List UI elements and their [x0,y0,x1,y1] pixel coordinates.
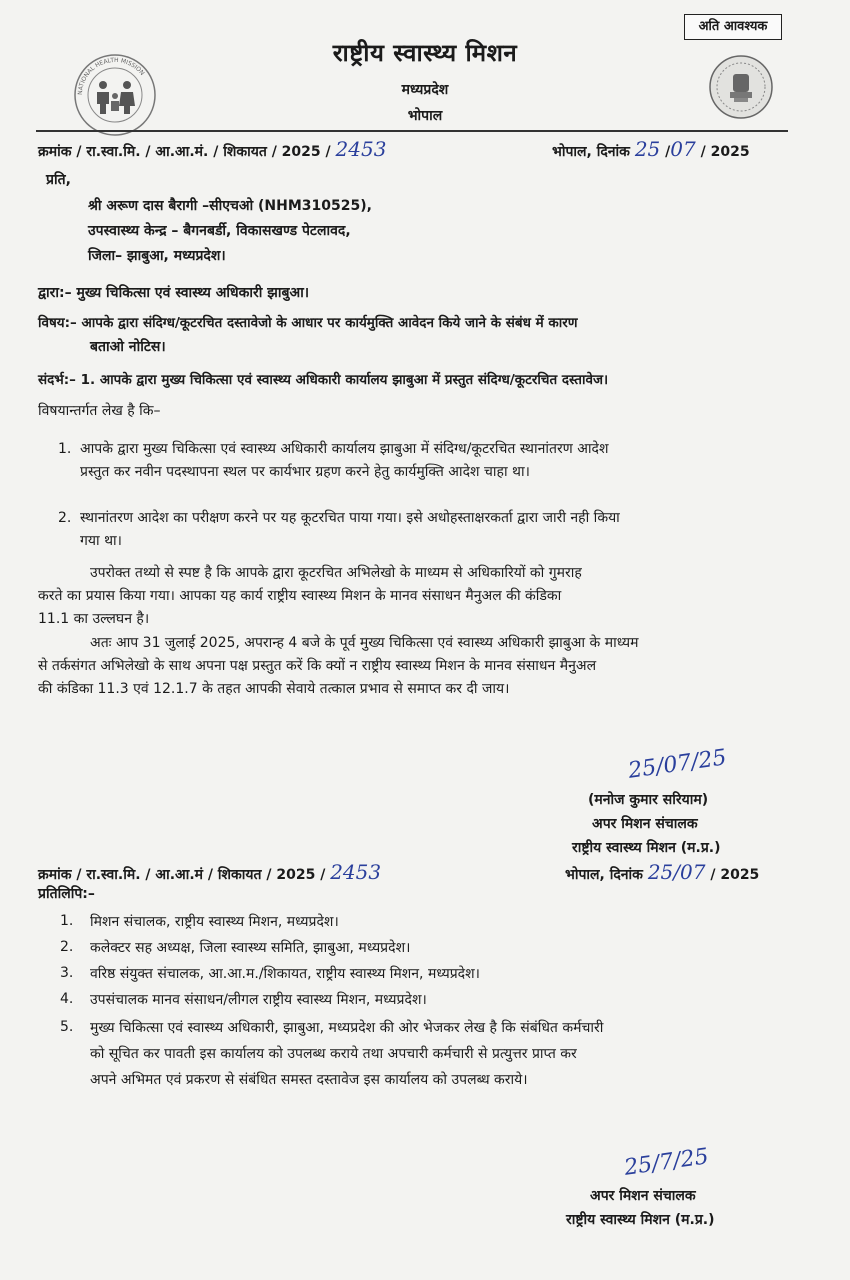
signature-date-prefix: भोपाल, दिनांक [565,867,643,883]
subject-line-1: विषय:– आपके द्वारा संदिग्ध/कूटरचित दस्तावेजो के आधार पर कार्यमुक्ति आवेदन किये जाने के संबंध में कारण [38,315,578,331]
signature-date-handwritten: 25/07 [647,860,706,884]
reference-prefix: क्रमांक / रा.स्वा.मि. / आ.आ.मं. / शिकायत / 2025 / [38,144,331,160]
copy-number: 4. [60,991,74,1007]
para2-line-1: अतः आप 31 जुलाई 2025, अपरान्ह 4 बजे के पूर्व मुख्य चिकित्सा एवं स्वास्थ्य अधिकारी झाबुआ के माध्यम [90,635,639,651]
signature-date-year: / 2025 [710,867,760,883]
copy-recipient-5-line-1: मुख्य चिकित्सा एवं स्वास्थ्य अधिकारी, झाबुआ, मध्यप्रदेश की ओर भेजकर लेख है कि संबंधित कर्मचारी [90,1020,604,1036]
copy-number: 5. [60,1019,74,1035]
copy-recipient-2: कलेक्टर सह अध्यक्ष, जिला स्वास्थ्य समिति, झाबुआ, मध्यप्रदेश। [90,940,411,956]
copy-recipient-4: उपसंचालक मानव संसाधन/लीगल राष्ट्रीय स्वास्थ्य मिशन, मध्यप्रदेश। [90,992,427,1008]
point-number: 1. [58,441,72,457]
recipient-prati: प्रति, [46,172,71,188]
copy-label: प्रतिलिपि:– [38,886,95,902]
copy-reference-number: 2453 [330,860,382,884]
page-title: राष्ट्रीय स्वास्थ्य मिशन [332,39,518,67]
copy-reference-prefix: क्रमांक / रा.स्वा.मि. / आ.आ.मं / शिकायत / 2025 / [38,867,326,883]
subject-line-2: बताओ नोटिस। [90,339,166,355]
signature-date [565,860,759,884]
date-year: / 2025 [700,144,750,160]
point-1-line-1: आपके द्वारा मुख्य चिकित्सा एवं स्वास्थ्य अधिकारी कार्यालय झाबुआ में संदिग्ध/कूटरचित स्थानांतरण आदेश [80,441,609,457]
para2-line-3: की कंडिका 11.3 एवं 12.1.7 के तहत आपकी सेवाये तत्काल प्रभाव से समाप्त कर दी जाय। [38,681,510,697]
handwritten-signature: 25/07/25 [626,745,729,784]
signatory-organisation: राष्ट्रीय स्वास्थ्य मिशन (म.प्र.) [572,840,721,856]
point-number: 2. [58,510,72,526]
point-2-line-2: गया था। [80,533,122,549]
signatory-designation: अपर मिशन संचालक [592,816,698,832]
copy-number: 1. [60,913,74,929]
para1-line-1: उपरोक्त तथ्यो से स्पष्ट है कि आपके द्वारा कूटरचित अभिलेखो के माध्यम से अधिकारियों को गुमराह [90,565,582,581]
reference-handwritten-number: 2453 [335,137,387,161]
copy-recipient-3: वरिष्ठ संयुक्त संचालक, आ.आ.म./शिकायत, राष्ट्रीय स्वास्थ्य मिशन, मध्यप्रदेश। [90,966,480,982]
signatory-designation: अपर मिशन संचालक [590,1188,696,1204]
date-month: 07 [670,137,696,161]
reference-number [38,137,386,161]
urgent-tag: अति आवश्यक [684,14,782,40]
copy-recipient-1: मिशन संचालक, राष्ट्रीय स्वास्थ्य मिशन, मध्यप्रदेश। [90,914,339,930]
recipient-line-1: श्री अरूण दास बैरागी –सीएचओ (NHM310525), [88,198,372,214]
state-name: मध्यप्रदेश [401,82,449,98]
para1-line-2: करते का प्रयास किया गया। आपका यह कार्य राष्ट्रीय स्वास्थ्य मिशन के मानव संसाधन मैनुअल की कंडिका [38,588,562,604]
copy-reference [38,860,381,884]
copy-number: 2. [60,939,74,955]
point-1-line-2: प्रस्तुत कर नवीन पदस्थापना स्थल पर कार्यभार ग्रहण करने हेतु कार्यमुक्ति आदेश चाहा था। [80,464,530,480]
handwritten-signature: 25/7/25 [622,1144,711,1181]
city-name: भोपाल [407,108,443,124]
recipient-line-3: जिला– झाबुआ, मध्यप्रदेश। [88,248,226,264]
date-day: 25 [634,137,661,161]
copy-recipient-5-line-3: अपने अभिमत एवं प्रकरण से संबंधित समस्त दस्तावेज इस कार्यालय को उपलब्ध कराये। [90,1072,528,1088]
through-line: द्वारा:– मुख्य चिकित्सा एवं स्वास्थ्य अधिकारी झाबुआ। [38,285,310,301]
point-2-line-1: स्थानांतरण आदेश का परीक्षण करने पर यह कूटरचित पाया गया। इसे अधोहस्ताक्षरकर्ता द्वारा जारी नही किया [80,510,620,526]
reference-line: संदर्भ:– 1. आपके द्वारा मुख्य चिकित्सा एवं स्वास्थ्य अधिकारी कार्यालय झाबुआ में प्रस्तुत संदिग्ध/कूटरचित दस्तावेज। [38,372,609,388]
svg-text:NATIONAL HEALTH MISSION: NATIONAL HEALTH MISSION [76,56,146,96]
copy-number: 3. [60,965,74,981]
copy-recipient-5-line-2: को सूचित कर पावती इस कार्यालय को उपलब्ध कराये तथा अपचारी कर्मचारी से प्रत्युत्तर प्राप्त कर [90,1046,577,1062]
signatory-organisation: राष्ट्रीय स्वास्थ्य मिशन (म.प्र.) [566,1212,715,1228]
date-prefix: भोपाल, दिनांक [552,144,630,160]
recipient-line-2: उपस्वास्थ्य केन्द्र – बैगनबर्डी, विकासखण्ड पेटलावद, [88,223,351,239]
letter-date: भोपाल, दिनांक 25 /07 / 2025 [552,137,750,161]
intro-text: विषयान्तर्गत लेख है कि– [38,403,161,419]
para1-line-3: 11.1 का उल्लघन है। [38,611,150,627]
para2-line-2: से तर्कसंगत अभिलेखो के साथ अपना पक्ष प्रस्तुत करें कि क्यों न राष्ट्रीय स्वास्थ्य मिशन के मानव संसाधन मैनुअल [38,658,597,674]
signatory-name: (मनोज कुमार सरियाम) [588,792,709,808]
header-divider [36,130,788,132]
